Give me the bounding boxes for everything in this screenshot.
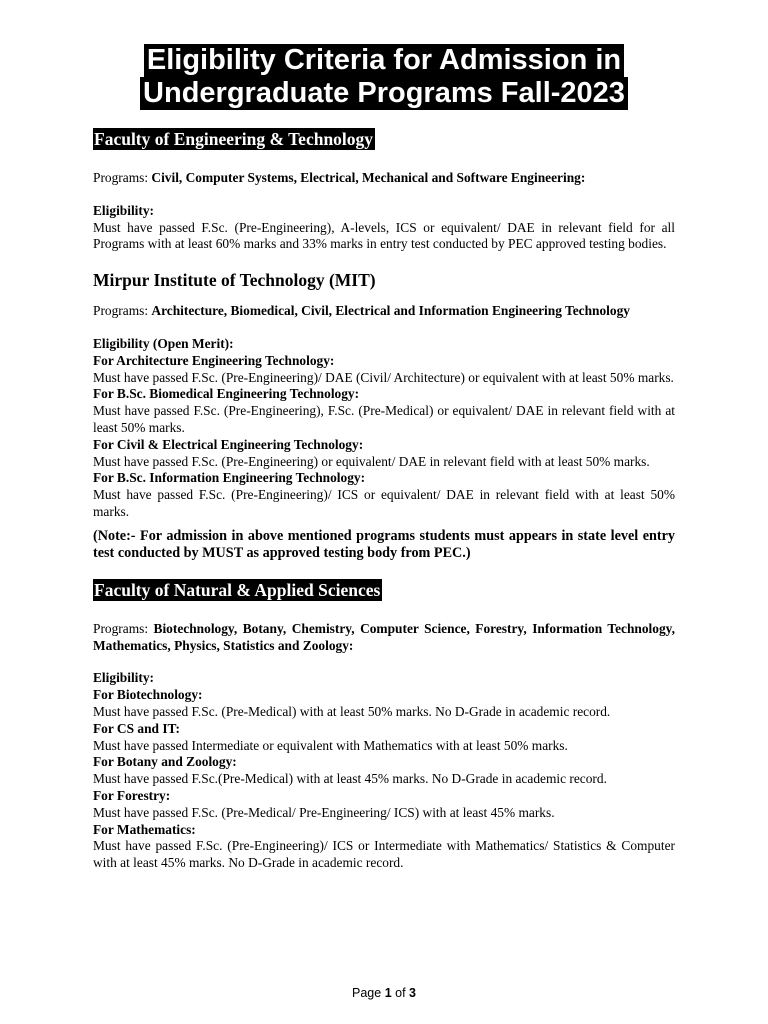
mit-programs xyxy=(93,303,675,320)
programs-label: Programs: xyxy=(93,303,152,319)
criteria-text: Must have passed F.Sc. (Pre-Engineering)/ DAE (Civil/ Architecture) or equivalent with at least 50% marks. xyxy=(93,369,674,385)
sciences-heading: Faculty of Natural & Applied Sciences xyxy=(94,579,381,600)
sciences-programs xyxy=(93,621,675,655)
criteria-label: For Civil & Electrical Engineering Technology: xyxy=(93,436,364,452)
criteria-text: Must have passed F.Sc. (Pre-Engineering)/ ICS or Intermediate with Mathematics/ Statistics & Computer with at least 45% marks. No D-Grade in academic record. xyxy=(93,838,675,871)
criteria-label: For Forestry: xyxy=(93,787,171,803)
mit-section xyxy=(93,269,675,563)
criteria-text: Must have passed F.Sc.(Pre-Medical) with at least 45% marks. No D-Grade in academic record. xyxy=(93,771,607,787)
criteria-label: For CS and IT: xyxy=(93,720,180,736)
title-line-1: Eligibility Criteria for Admission in xyxy=(144,44,624,77)
page-total: 3 xyxy=(409,986,416,1000)
criteria-text: Must have passed F.Sc. (Pre-Medical) with at least 50% marks. No D-Grade in academic record. xyxy=(93,703,611,719)
page-word: Page xyxy=(352,986,385,1000)
criteria-text: Must have passed F.Sc. (Pre-Engineering)/ ICS or equivalent/ DAE in relevant field with at least 50% marks. xyxy=(93,487,675,519)
programs-label: Programs: xyxy=(93,620,154,636)
criteria-text: Must have passed F.Sc. (Pre-Engineering) or equivalent/ DAE in relevant field with at least 50% marks. xyxy=(93,453,650,469)
document-title xyxy=(0,44,768,110)
criteria-label: For Botany and Zoology: xyxy=(93,754,237,770)
page-number: 1 xyxy=(384,986,392,1000)
programs-label: Programs: xyxy=(93,170,152,185)
criteria-label: For B.Sc. Information Engineering Technology: xyxy=(93,470,366,486)
title-line-2: Undergraduate Programs Fall-2023 xyxy=(140,77,628,110)
mit-note: (Note:- For admission in above mentioned programs students must appears in state level entry test conducted by MUST as approved testing body from PEC.) xyxy=(93,527,675,562)
criteria-text: Must have passed F.Sc. (Pre-Engineering), F.Sc. (Pre-Medical) or equivalent/ DAE in relevant field with at least 50% marks. xyxy=(93,403,675,435)
criteria-label: For Biotechnology: xyxy=(93,687,203,703)
eligibility-label: Eligibility: xyxy=(93,670,155,686)
criteria-label: For Architecture Engineering Technology: xyxy=(93,352,335,368)
of-word: of xyxy=(391,986,410,1000)
page-footer xyxy=(0,986,768,1000)
sciences-section xyxy=(93,579,675,872)
mit-heading: Mirpur Institute of Technology (MIT) xyxy=(93,270,376,291)
criteria-text: Must have passed Intermediate or equivalent with Mathematics with at least 50% marks. xyxy=(93,737,568,753)
criteria-label: For Mathematics: xyxy=(93,821,196,837)
eligibility-label: Eligibility: xyxy=(93,202,155,218)
programs-list: Biotechnology, Botany, Chemistry, Computer Science, Forestry, Information Technology, Mathematics, Physics, Statistics and Zoology: xyxy=(93,620,675,653)
programs-list: Architecture, Biomedical, Civil, Electrical and Information Engineering Technology xyxy=(151,303,630,319)
eligibility-label: Eligibility (Open Merit): xyxy=(93,335,234,351)
engineering-programs xyxy=(93,170,675,187)
engineering-section xyxy=(93,128,675,253)
criteria-label: For B.Sc. Biomedical Engineering Technology: xyxy=(93,386,360,402)
eligibility-text: Must have passed F.Sc. (Pre-Engineering), A-levels, ICS or equivalent/ DAE in relevant field for all Programs with at least 60% marks and 33% marks in entry test conducted by PEC approved testing bodies. xyxy=(93,219,675,252)
engineering-heading: Faculty of Engineering & Technology xyxy=(94,129,374,149)
programs-list: Civil, Computer Systems, Electrical, Mechanical and Software Engineering: xyxy=(151,170,586,185)
criteria-text: Must have passed F.Sc. (Pre-Medical/ Pre-Engineering/ ICS) with at least 45% marks. xyxy=(93,804,555,820)
document-body xyxy=(93,128,675,872)
